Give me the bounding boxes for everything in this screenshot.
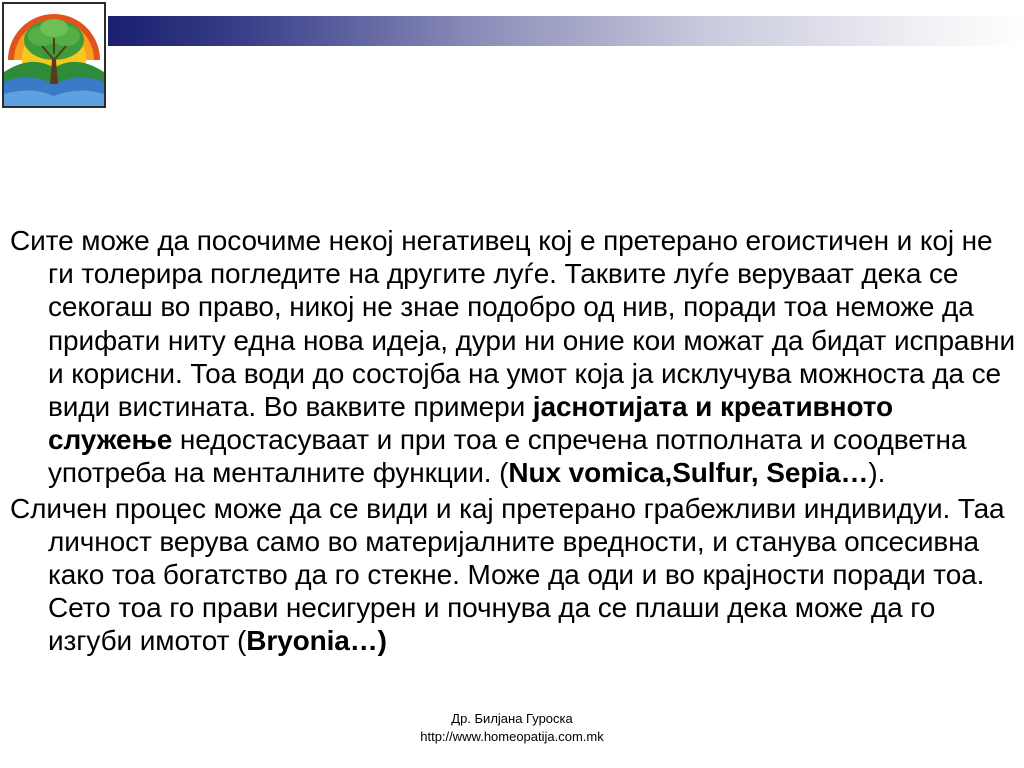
paragraph-2-text-1: Сличен процес може да се види и кај претерано грабежливи индивидуи. Таа личност верува само во материјалните вредности, и станува опсесивна како тоа богатство да го стекне. Може да оди и во крајности поради тоа. Сето тоа го прави несигурен и почнува да се плаши дека може да го изгуби имотот ( <box>10 492 1005 657</box>
footer-author: Др. Билјана Гуроска <box>451 711 573 726</box>
paragraph-1-bold-1: јаснотијата и креативното служење <box>48 391 894 456</box>
tree-sun-logo-icon <box>2 2 106 108</box>
paragraph-2-bold-1: Bryonia…) <box>246 625 387 657</box>
paragraph-1 <box>10 224 1020 490</box>
paragraph-2 <box>10 492 1020 658</box>
paragraph-1-text-2: недостасуваат и при тоа е спречена потполната и соодветна употреба на менталните функции. ( <box>48 424 967 489</box>
paragraph-1-text-3: ). <box>868 457 886 489</box>
paragraph-1-text-1: Сите може да посочиме некој негативец кој е претерано егоистичен и кој не ги толерира погледите на другите луѓе. Таквите луѓе веруваат дека се секогаш во право, никој не знае подобро од нив, поради тоа неможе да прифати ниту една нова идеја, дури ни оние кои можат да бидат исправни и корисни. Тоа води до состојба на умот која ја исклучува можноста да се види вистината. Во ваквите примери <box>10 225 1016 423</box>
header-gradient-bar <box>108 16 1024 46</box>
paragraph-1-bold-2: Nux vomica,Sulfur, Sepia… <box>508 457 869 489</box>
footer-url[interactable]: http://www.homeopatija.com.mk <box>420 729 604 744</box>
slide-body <box>10 224 1020 660</box>
